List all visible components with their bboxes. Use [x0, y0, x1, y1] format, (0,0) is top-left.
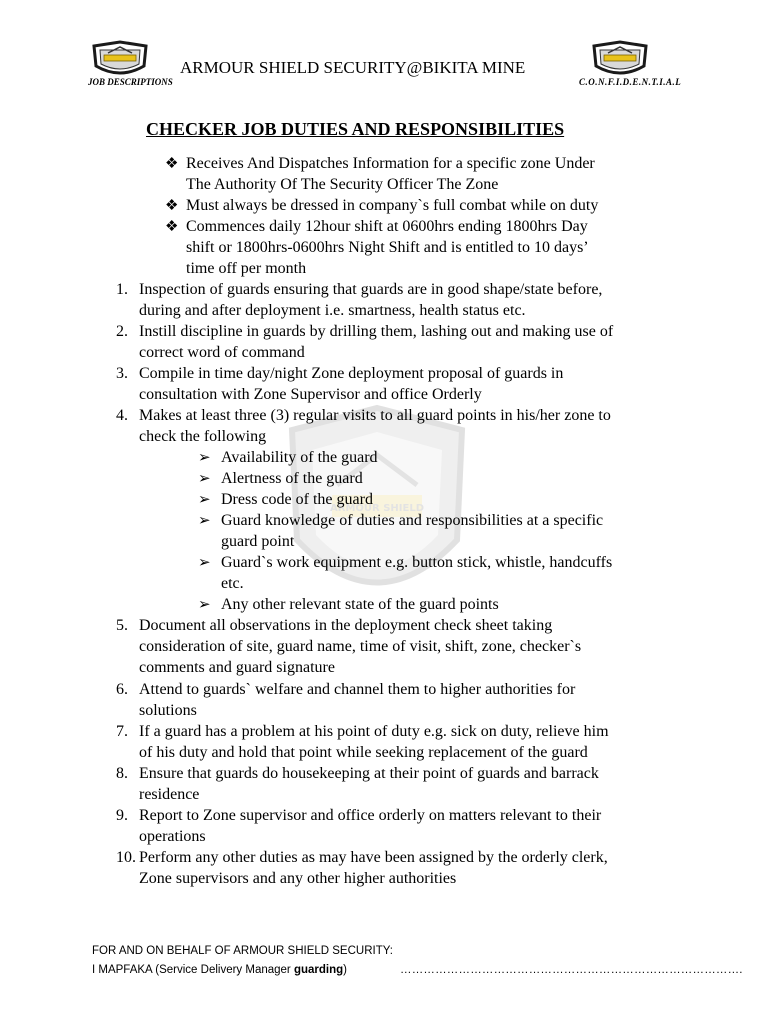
bullet-line: Receives And Dispatches Information for a specific zone Under [186, 155, 595, 172]
confidential-label: C.O.N.F.I.D.E.N.T.I.A.L [579, 77, 682, 87]
list-item-line: Attend to guards` welfare and channel them to higher authorities for [139, 681, 576, 698]
list-item-line: correct word of command [139, 344, 305, 361]
check-item-line: Guard knowledge of duties and responsibilities at a specific [221, 512, 604, 529]
footer-signatory [92, 964, 347, 976]
check-item-line: Availability of the guard [221, 449, 378, 466]
check-item-line: etc. [221, 575, 244, 592]
item-number: 7. [116, 723, 128, 740]
arrow-bullet-icon: ➢ [198, 471, 211, 487]
bullet-line: time off per month [186, 260, 307, 277]
arrow-bullet-icon: ➢ [198, 492, 211, 508]
arrow-bullet-icon: ➢ [198, 597, 211, 613]
list-item-line: Ensure that guards do housekeeping at their point of guards and barrack [139, 765, 599, 782]
item-number: 1. [116, 281, 128, 298]
item-number: 6. [116, 681, 128, 698]
bullet-line: The Authority Of The Security Officer The Zone [186, 176, 499, 193]
bullet-line: Commences daily 12hour shift at 0600hrs ending 1800hrs Day [186, 218, 588, 235]
company-logo-icon [90, 40, 150, 78]
list-item-line: residence [139, 786, 200, 803]
signature-line: ……………………………………………………………………………. [400, 964, 743, 976]
list-item-line: operations [139, 828, 206, 845]
signatory-name: I MAPFAKA (Service Delivery Manager [92, 964, 294, 976]
item-number: 2. [116, 323, 128, 340]
item-number: 9. [116, 807, 128, 824]
diamond-bullet-icon: ❖ [165, 198, 179, 214]
list-item-line: Inspection of guards ensuring that guards are in good shape/state before, [139, 281, 603, 298]
arrow-bullet-icon: ➢ [198, 513, 211, 529]
item-number: 3. [116, 365, 128, 382]
list-item-line: comments and guard signature [139, 659, 335, 676]
diamond-bullet-icon: ❖ [165, 156, 179, 172]
document-title: CHECKER JOB DUTIES AND RESPONSIBILITIES [146, 119, 565, 139]
list-item-line: Compile in time day/night Zone deployment proposal of guards in [139, 365, 564, 382]
list-item-line: Report to Zone supervisor and office orderly on matters relevant to their [139, 807, 602, 824]
job-descriptions-label: JOB DESCRIPTIONS [88, 77, 173, 87]
check-item-line: Guard`s work equipment e.g. button stick, whistle, handcuffs [221, 554, 613, 571]
watermark-text: ARMOUR SHIELD [330, 503, 424, 514]
company-title: ARMOUR SHIELD SECURITY@BIKITA MINE [180, 58, 526, 77]
bullet-line: Must always be dressed in company`s full combat while on duty [186, 197, 599, 214]
item-number: 8. [116, 765, 128, 782]
check-item-line: Dress code of the guard [221, 491, 373, 508]
check-item-line: guard point [221, 533, 295, 550]
item-number: 4. [116, 407, 128, 424]
list-item-line: Makes at least three (3) regular visits to all guard points in his/her zone to [139, 407, 611, 424]
list-item-line: Document all observations in the deployment check sheet taking [139, 617, 553, 634]
arrow-bullet-icon: ➢ [198, 450, 211, 466]
list-item-line: Perform any other duties as may have been assigned by the orderly clerk, [139, 849, 608, 866]
list-item-line: If a guard has a problem at his point of duty e.g. sick on duty, relieve him [139, 723, 609, 740]
check-item-line: Any other relevant state of the guard points [221, 596, 499, 613]
list-item-line: check the following [139, 428, 267, 445]
signatory-close: ) [343, 964, 348, 976]
item-number: 10. [116, 849, 136, 866]
arrow-bullet-icon: ➢ [198, 555, 211, 571]
signatory-emphasis: guarding [293, 964, 344, 976]
list-item-line: during and after deployment i.e. smartness, health status etc. [139, 302, 526, 319]
list-item-line: Instill discipline in guards by drilling them, lashing out and making use of [139, 323, 614, 340]
company-logo-icon [590, 40, 650, 78]
check-item-line: Alertness of the guard [221, 470, 363, 487]
footer-on-behalf: FOR AND ON BEHALF OF ARMOUR SHIELD SECURITY: [92, 945, 393, 957]
item-number: 5. [116, 617, 128, 634]
list-item-line: consultation with Zone Supervisor and office Orderly [139, 386, 482, 403]
bullet-line: shift or 1800hrs-0600hrs Night Shift and is entitled to 10 days’ [186, 239, 589, 256]
list-item-line: solutions [139, 702, 197, 719]
diamond-bullet-icon: ❖ [165, 219, 179, 235]
list-item-line: Zone supervisors and any other higher authorities [139, 870, 457, 887]
list-item-line: consideration of site, guard name, time of visit, shift, zone, checker`s [139, 638, 582, 655]
list-item-line: of his duty and hold that point while seeking replacement of the guard [139, 744, 588, 761]
